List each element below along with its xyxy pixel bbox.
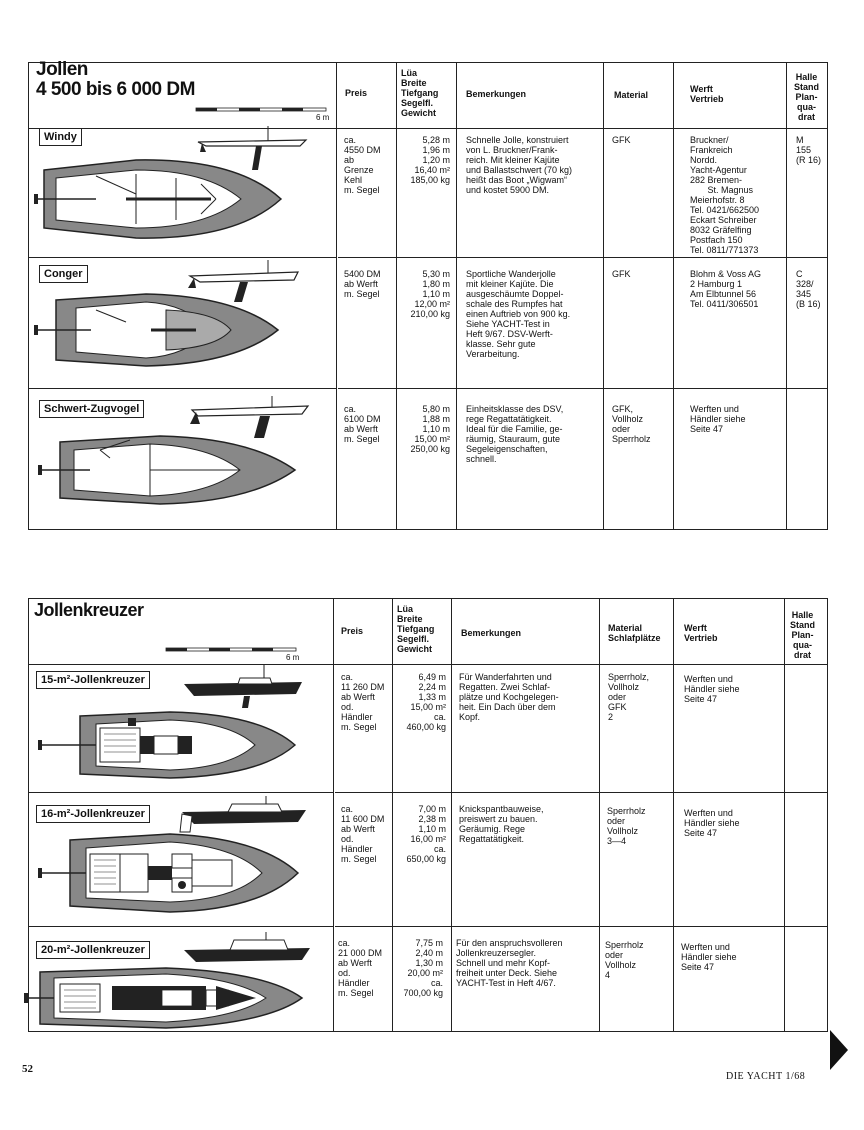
- header-werft: Werft Vertrieb: [684, 623, 718, 643]
- header-bemerkungen: Bemerkungen: [466, 89, 527, 99]
- next-page-arrow-icon: [830, 1030, 850, 1070]
- col-line: [336, 62, 337, 530]
- cell-bemerkungen: Einheitsklasse des DSV, rege Regattatätigkeit. Ideal für die Familie, ge- räumig, Stauraum, gute Segeleigenschaften, schnell.: [466, 404, 564, 464]
- header-lua: Lüa Breite Tiefgang Segelfl. Gewicht: [397, 604, 435, 654]
- section-title-jollenkreuzer: Jollenkreuzer: [34, 600, 144, 620]
- col-line: [456, 62, 457, 530]
- header-preis: Preis: [341, 626, 364, 636]
- col-line: [673, 598, 674, 1032]
- cell-material: GFK: [612, 135, 631, 145]
- col-line: [786, 62, 787, 530]
- cell-werft: Werften und Händler siehe Seite 47: [681, 942, 737, 972]
- cell-material: GFK, Vollholz oder Sperrholz: [612, 404, 651, 444]
- header-lua: Lüa Breite Tiefgang Segelfl. Gewicht: [401, 68, 439, 118]
- 15m2-deck-plan: [40, 708, 300, 782]
- cell-werft: Werften und Händler siehe Seite 47: [690, 404, 746, 434]
- section-subtitle-jollen: 4 500 bis 6 000 DM: [36, 79, 195, 100]
- magazine-footer: DIE YACHT 1/68: [726, 1071, 806, 1082]
- cell-bemerkungen: Für den anspruchsvolleren Jollenkreuzersegler. Schnell und mehr Kopf- freiheit unter Deck. Siehe YACHT-Test in Heft 4/67.: [456, 938, 563, 988]
- col-line: [599, 598, 600, 1032]
- zugvogel-deck-plan: [40, 430, 300, 510]
- cell-material: Sperrholz oder Vollholz 4: [605, 940, 644, 980]
- section-title-jollen: Jollen: [36, 59, 88, 80]
- jollenkreuzer-row-divider: [28, 926, 828, 927]
- scale-label: 6 m: [286, 653, 300, 662]
- cell-preis: ca. 21 000 DM ab Werft od. Händler m. Segel: [338, 938, 383, 998]
- boat-label-16m2-jollenkreuzer: 16-m²-Jollenkreuzer: [36, 805, 150, 823]
- cell-werft: Blohm & Voss AG 2 Hamburg 1 Am Elbtunnel 56 Tel. 0411/306501: [690, 269, 762, 309]
- cell-preis: ca. 11 260 DM ab Werft od. Händler m. Segel: [341, 672, 385, 732]
- jollen-row-divider: [28, 388, 828, 389]
- boat-label-windy: Windy: [39, 128, 82, 146]
- 15m2-side-view: [180, 664, 310, 712]
- header-material: Material Schlafplätze: [608, 623, 661, 643]
- cell-werft: Werften und Händler siehe Seite 47: [684, 808, 740, 838]
- boat-label-conger: Conger: [39, 265, 88, 283]
- cell-halle: M 155 (R 16): [796, 135, 822, 165]
- 16m2-deck-plan: [40, 830, 300, 916]
- col-line: [673, 62, 674, 530]
- cell-bemerkungen: Schnelle Jolle, konstruiert von L. Bruckner/Frank- reich. Mit kleiner Kajüte und Ballastschwert (70 kg) heißt das Boot „Wigwam“ und kostet 5900 DM.: [466, 135, 573, 195]
- cell-lua: 5,80 m 1,88 m 1,10 m 15,00 m² 250,00 kg: [410, 404, 450, 454]
- col-line: [603, 62, 604, 530]
- cell-lua: 5,30 m 1,80 m 1,10 m 12,00 m² 210,00 kg: [410, 269, 450, 319]
- cell-preis: ca. 6100 DM ab Werft m. Segel: [344, 404, 381, 444]
- jollen-header-divider: [28, 128, 828, 129]
- windy-deck-plan: [36, 154, 286, 244]
- cell-material: GFK: [612, 269, 631, 279]
- boat-label-15m2-jollenkreuzer: 15-m²-Jollenkreuzer: [36, 671, 150, 689]
- cell-preis: 5400 DM ab Werft m. Segel: [344, 269, 381, 299]
- 20m2-deck-plan: [26, 966, 304, 1030]
- cell-preis: ca. 4550 DM ab Grenze Kehl m. Segel: [344, 135, 381, 195]
- header-preis: Preis: [345, 88, 368, 98]
- cell-lua: 5,28 m 1,96 m 1,20 m 16,40 m² 185,00 kg: [410, 135, 450, 185]
- cell-material: Sperrholz oder Vollholz 3—4: [607, 806, 646, 846]
- scale-label: 6 m: [316, 113, 330, 122]
- col-line: [333, 598, 334, 1032]
- header-werft: Werft Vertrieb: [690, 84, 724, 104]
- cell-werft: Bruckner/ Frankreich Nordd. Yacht-Agentur 282 Bremen- St. Magnus Meierhofstr. 8 Tel. 0421/662500 Eckart Schreiber 8032 Gräfelfing Postfach 150 Tel. 0811/771373: [690, 135, 760, 255]
- col-line: [451, 598, 452, 1032]
- boat-label-schwert-zugvogel: Schwert-Zugvogel: [39, 400, 144, 418]
- header-bemerkungen: Bemerkungen: [461, 628, 522, 638]
- cell-preis: ca. 11 600 DM ab Werft od. Händler m. Segel: [341, 804, 385, 864]
- conger-deck-plan: [36, 290, 286, 370]
- scale-bar: [166, 648, 302, 662]
- col-line: [396, 62, 397, 530]
- header-halle: Halle Stand Plan- qua- drat: [794, 72, 820, 122]
- cell-werft: Werften und Händler siehe Seite 47: [684, 674, 740, 704]
- jollenkreuzer-row-divider: [28, 792, 828, 793]
- cell-halle: C 328/ 345 (B 16): [796, 269, 821, 309]
- cell-lua: 6,49 m 2,24 m 1,33 m 15,00 m² ca. 460,00 kg: [406, 672, 446, 732]
- col-line: [784, 598, 785, 1032]
- header-halle: Halle Stand Plan- qua- drat: [790, 610, 816, 660]
- cell-bemerkungen: Sportliche Wanderjolle mit kleiner Kajüte. Die ausgeschäumte Doppel- schale des Rumpfes hat einen Auftrieb von 900 kg. Siehe YACHT-Test in Heft 9/67. DSV-Werft- klasse. Sehr gute Verarbeitung.: [466, 269, 571, 359]
- boat-label-20m2-jollenkreuzer: 20-m²-Jollenkreuzer: [36, 941, 150, 959]
- scale-bar: [196, 108, 332, 122]
- jollenkreuzer-header-divider: [28, 664, 828, 665]
- cell-material: Sperrholz, Vollholz oder GFK 2: [608, 672, 650, 722]
- jollen-row-divider: [28, 257, 828, 258]
- cell-bemerkungen: Für Wanderfahrten und Regatten. Zwei Schlaf- plätze und Kochgelegen- heit. Ein Dach über dem Kopf.: [459, 672, 559, 722]
- cell-lua: 7,00 m 2,38 m 1,10 m 16,00 m² ca. 650,00 kg: [406, 804, 446, 864]
- cell-lua: 7,75 m 2,40 m 1,30 m 20,00 m² ca. 700,00 kg: [403, 938, 443, 998]
- header-material: Material: [614, 90, 649, 100]
- cell-bemerkungen: Knickspantbauweise, preiswert zu bauen. Geräumig. Rege Regattatätigkeit.: [459, 804, 544, 844]
- page-number: 52: [22, 1063, 33, 1075]
